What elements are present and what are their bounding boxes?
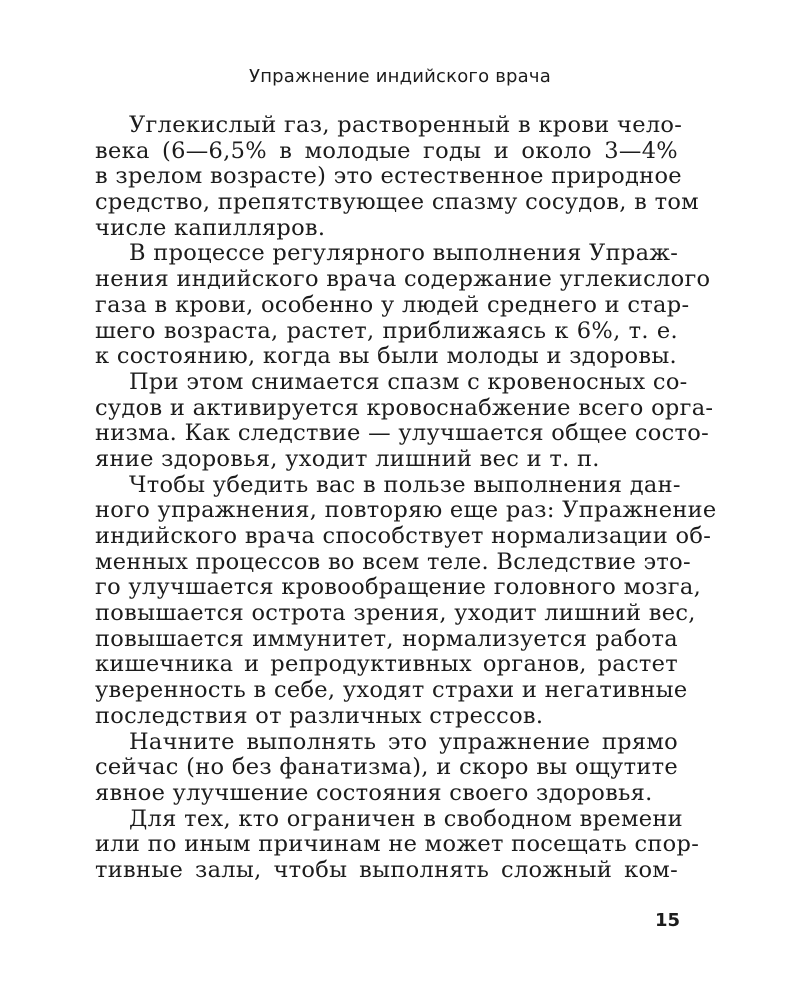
text-line: сейчас (но без фанатизма), и скоро вы ощутите bbox=[95, 754, 678, 781]
text-line: к состоянию, когда вы были молоды и здоровы. bbox=[95, 343, 677, 370]
text-line: повышается иммунитет, нормализуется работа bbox=[95, 625, 678, 652]
paragraph bbox=[95, 240, 711, 370]
text-line: уверенность в себе, уходят страхи и негативные bbox=[95, 677, 688, 704]
paragraph bbox=[95, 805, 700, 884]
text-line: кишечника и репродуктивных органов, растет bbox=[95, 651, 678, 678]
text-line: газа в крови, особенно у людей среднего и стар- bbox=[95, 291, 690, 318]
text-line: века (6—6,5% в молодые годы и около 3—4% bbox=[95, 137, 678, 164]
text-line: Углекислый газ, растворенный в крови чело- bbox=[129, 112, 683, 138]
text-line: го улучшается кровообращение головного мозга, bbox=[95, 574, 702, 601]
text-line: тивные залы, чтобы выполнять сложный ком- bbox=[95, 856, 678, 883]
text-line: шего возраста, растет, приближаясь к 6%, т. е. bbox=[95, 317, 678, 344]
text-line: последствия от различных стрессов. bbox=[95, 702, 544, 729]
text-line: Для тех, кто ограничен в свободном времени bbox=[129, 805, 683, 832]
text-line: или по иным причинам не может посещать спор- bbox=[95, 831, 700, 858]
text-line: в зрелом возрасте) это естественное природное bbox=[95, 163, 682, 190]
text-line: яние здоровья, уходит лишний вес и т. п. bbox=[95, 445, 600, 472]
text-line: индийского врача способствует нормализации об- bbox=[95, 523, 712, 549]
text-line: менных процессов во всем теле. Вследствие это- bbox=[95, 548, 691, 575]
text-line: Начните выполнять это упражнение прямо bbox=[129, 728, 678, 755]
text-line: низма. Как следствие — улучшается общее состо- bbox=[95, 420, 710, 447]
page-number: 15 bbox=[654, 910, 680, 931]
text-line: судов и активируется кровоснабжение всего орга- bbox=[95, 394, 714, 421]
text-line: числе капилляров. bbox=[95, 214, 326, 241]
paragraph bbox=[95, 730, 678, 807]
text-line: Чтобы убедить вас в пользе выполнения дан- bbox=[129, 471, 681, 498]
text-line: ного упражнения, повторяю еще раз: Упражнение bbox=[95, 497, 717, 524]
paragraph bbox=[95, 112, 699, 241]
text-line: При этом снимается спазм с кровеносных со- bbox=[129, 368, 688, 395]
text-line: средство, препятствующее спазму сосудов, в том bbox=[95, 189, 699, 216]
body-text bbox=[95, 112, 717, 884]
paragraph bbox=[95, 368, 714, 473]
text-line: В процессе регулярного выполнения Упраж- bbox=[129, 240, 679, 267]
text-line: нения индийского врача содержание углекислого bbox=[95, 266, 711, 293]
text-line: повышается острота зрения, уходит лишний вес, bbox=[95, 600, 696, 627]
text-line: явное улучшение состояния своего здоровья. bbox=[95, 779, 653, 806]
running-head: Упражнение индийского врача bbox=[249, 66, 551, 87]
paragraph bbox=[95, 471, 717, 730]
